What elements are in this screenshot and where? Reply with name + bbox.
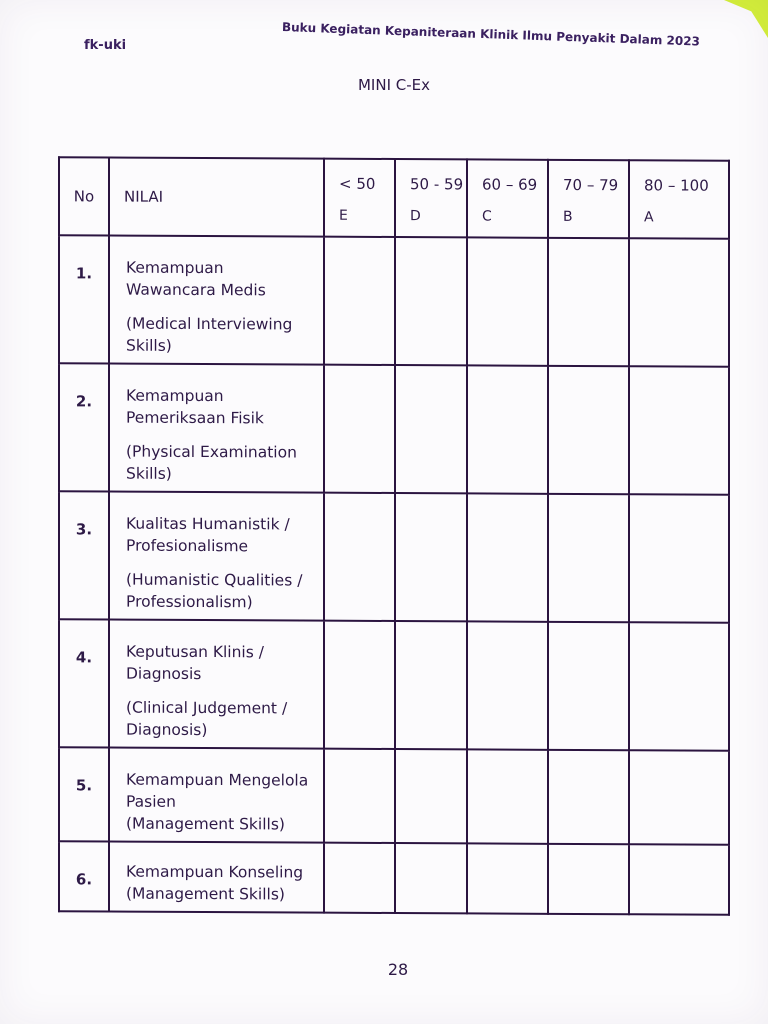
table-row: [59, 841, 729, 915]
band-grade: B: [563, 208, 573, 225]
label-indonesian: Kemampuan Mengelola Pasien: [126, 770, 309, 811]
score-cell-e[interactable]: [324, 749, 395, 843]
row-number: 1.: [59, 235, 109, 363]
label-english: (Humanistic Qualities / Professionalism): [126, 570, 303, 612]
label-english: (Clinical Judgement / Diagnosis): [126, 698, 288, 740]
score-cell-d[interactable]: [395, 621, 467, 749]
table-row: [59, 619, 729, 751]
score-cell-e[interactable]: [324, 493, 395, 621]
score-cell-b[interactable]: [548, 844, 629, 914]
highlighter-corner-mark: [724, 0, 768, 38]
row-number: 3.: [59, 491, 109, 619]
label-indonesian: Keputusan Klinis / Diagnosis: [126, 642, 264, 683]
table-row: [59, 235, 729, 367]
row-label: [109, 364, 324, 493]
page-number: 28: [387, 960, 409, 979]
band-grade: D: [410, 208, 421, 225]
score-cell-c[interactable]: [467, 843, 548, 913]
score-cell-a[interactable]: [629, 622, 729, 751]
band-grade: A: [644, 209, 654, 226]
band-range: 60 – 69: [482, 175, 538, 194]
score-cell-d[interactable]: [395, 749, 467, 843]
assessment-table: [58, 156, 730, 916]
label-english: (Management Skills): [126, 884, 285, 904]
score-cell-b[interactable]: [548, 622, 629, 750]
table-row: [59, 363, 729, 495]
label-indonesian: Kemampuan Konseling: [126, 862, 304, 882]
score-cell-b[interactable]: [548, 494, 629, 622]
score-cell-d[interactable]: [395, 237, 467, 365]
row-number: 5.: [59, 747, 109, 841]
score-cell-a[interactable]: [629, 844, 729, 915]
assessment-table-wrapper: [58, 156, 728, 904]
band-range: < 50: [339, 174, 376, 193]
row-label: [109, 748, 324, 843]
label-english: (Medical Interviewing Skills): [126, 314, 293, 355]
score-cell-e[interactable]: [324, 621, 395, 749]
row-number: 2.: [59, 363, 109, 491]
running-header: Buku Kegiatan Kepaniteraan Klinik Ilmu Penyakit Dalam 2023: [281, 20, 701, 49]
table-row: [59, 747, 729, 845]
score-cell-c[interactable]: [467, 237, 548, 365]
score-cell-a[interactable]: [629, 494, 729, 623]
band-range: 50 - 59: [410, 175, 464, 194]
school-code: fk-uki: [84, 38, 127, 53]
column-header-band-e: [324, 159, 395, 237]
row-label: [109, 842, 324, 913]
score-cell-c[interactable]: [467, 365, 548, 493]
form-title: MINI C-Ex: [357, 76, 431, 94]
row-number: 4.: [59, 619, 109, 747]
row-number: 6.: [59, 841, 109, 911]
score-cell-a[interactable]: [629, 750, 729, 845]
score-cell-c[interactable]: [467, 493, 548, 621]
row-label: [109, 620, 324, 749]
score-cell-d[interactable]: [395, 843, 467, 913]
column-header-band-a: [629, 160, 729, 239]
band-grade: E: [339, 207, 348, 224]
band-range: 80 – 100: [644, 176, 709, 195]
column-header-no: No: [59, 157, 109, 235]
score-cell-a[interactable]: [629, 238, 729, 367]
column-header-band-d: [395, 159, 467, 237]
band-range: 70 – 79: [563, 175, 619, 195]
score-cell-b[interactable]: [548, 750, 629, 844]
table-row: [59, 491, 729, 623]
row-label: [109, 492, 324, 621]
score-cell-e[interactable]: [324, 237, 395, 365]
label-english: (Physical Examination Skills): [126, 442, 297, 483]
label-indonesian: Kemampuan Pemeriksaan Fisik: [126, 386, 264, 428]
score-cell-a[interactable]: [629, 366, 729, 495]
score-cell-b[interactable]: [548, 366, 629, 494]
band-grade: C: [482, 208, 492, 225]
column-header-nilai: NILAI: [109, 158, 324, 237]
score-cell-b[interactable]: [548, 238, 629, 366]
score-cell-c[interactable]: [467, 621, 548, 749]
column-header-band-c: [467, 159, 548, 237]
score-cell-d[interactable]: [395, 365, 467, 493]
score-cell-c[interactable]: [467, 749, 548, 843]
score-cell-e[interactable]: [324, 365, 395, 493]
column-header-band-b: [548, 160, 629, 238]
label-indonesian: Kemampuan Wawancara Medis: [126, 258, 266, 300]
row-label: [109, 236, 324, 365]
score-cell-e[interactable]: [324, 843, 395, 913]
table-header-row: [59, 157, 729, 239]
score-cell-d[interactable]: [395, 493, 467, 621]
label-indonesian: Kualitas Humanistik / Profesionalisme: [126, 514, 290, 556]
label-english: (Management Skills): [126, 814, 285, 834]
